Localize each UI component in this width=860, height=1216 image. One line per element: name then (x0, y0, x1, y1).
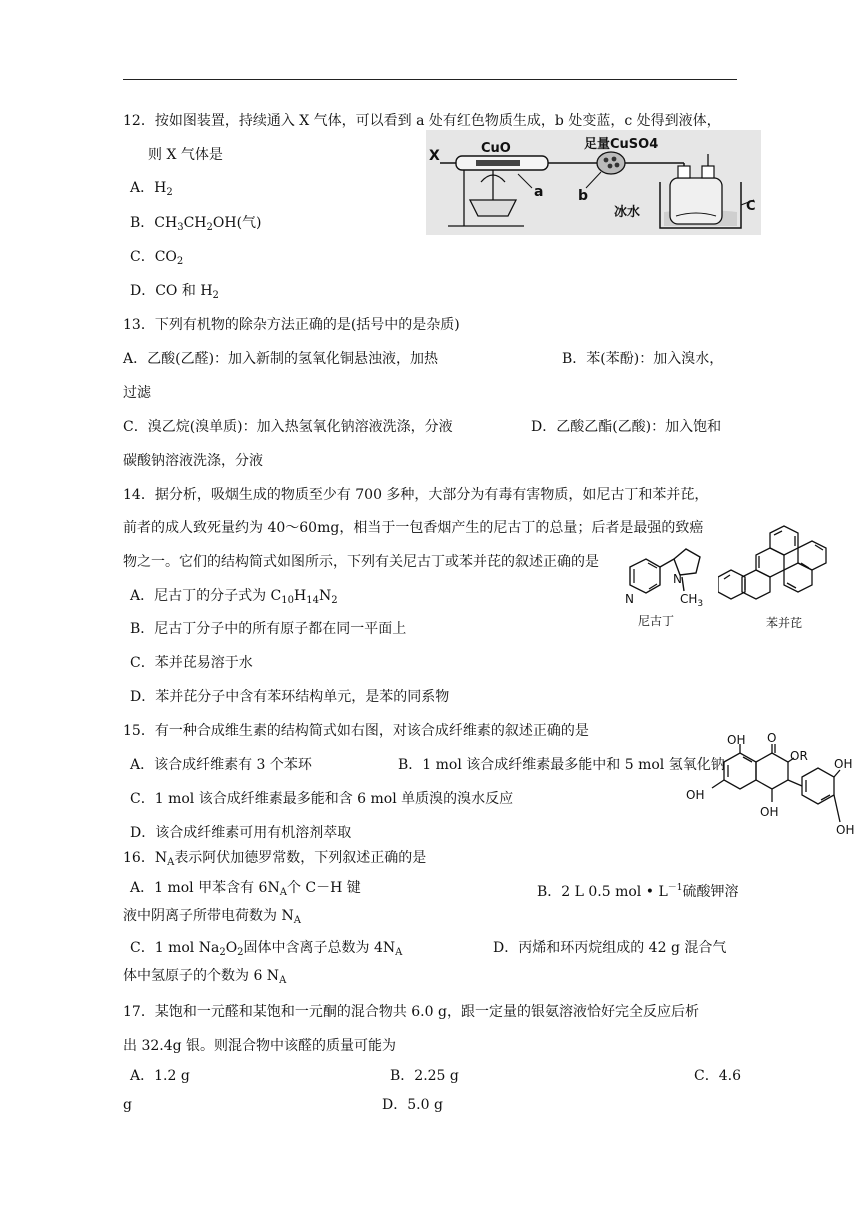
q14-stem-line3: 物之一。它们的结构简式如图所示，下列有关尼古丁或苯并芘的叙述正确的是 (123, 554, 599, 570)
q15-option-c: C．1 mol 该合成纤维素最多能和含 6 mol 单质溴的溴水反应 (130, 791, 514, 807)
q14-stem-line2: 前者的成人致死量约为 40～60mg，相当于一包香烟产生的尼古丁的总量；后者是最强的致癌 (123, 520, 704, 536)
vitamin-oh-right: OH (834, 757, 853, 771)
label-cuo: CuO (481, 141, 511, 156)
q17-option-c: C．4.6 (694, 1068, 741, 1084)
q12-option-a: A．$H_2$ (130, 180, 173, 198)
nicotine-ch3: $CH_3$ (680, 592, 704, 609)
vitamin-or: OR (790, 749, 808, 763)
q12-stem-line1: 12．按如图装置，持续通入 X 气体，可以看到 a 处有红色物质生成，b 处变蓝，c 处得到液体， (123, 113, 721, 129)
q13-option-c: C．溴乙烷(溴单质)：加入热氢氧化钠溶液洗涤，分液 (123, 419, 453, 435)
q13-stem: 13．下列有机物的除杂方法正确的是(括号中的是杂质) (123, 317, 460, 333)
q14-option-c: C．苯并芘易溶于水 (130, 655, 253, 671)
vitamin-oh-para: OH (836, 823, 855, 837)
q14-option-b: B．尼古丁分子中的所有原子都在同一平面上 (130, 621, 407, 637)
q15-option-a: A．该合成纤维素有 3 个苯环 (130, 757, 312, 773)
label-a: a (534, 184, 544, 200)
benzopyrene-structure (718, 523, 843, 637)
q16-option-b-cont: 液中阴离子所带电荷数为 $N_A$ (123, 908, 301, 926)
q12-apparatus-figure (426, 130, 761, 235)
q12-option-d: D．CO 和 $H_2$ (130, 283, 219, 301)
q16-option-a: A．1 mol 甲苯含有 $6N_A$个 C－H 键 (130, 880, 361, 898)
q16-option-d-cont: 体中氢原子的个数为 6 $N_A$ (123, 968, 287, 986)
vitamin-carbonyl-o: O (767, 732, 777, 745)
benzopyrene-label: 苯并芘 (766, 616, 803, 630)
label-cuso4: 足量CuSO4 (584, 137, 659, 152)
q17-option-b: B．2.25 g (390, 1068, 459, 1084)
q16-stem: 16．$N_A$表示阿伏加德罗常数，下列叙述正确的是 (123, 850, 427, 868)
vitamin-oh-bottom: OH (760, 805, 779, 819)
label-c: C (746, 199, 756, 214)
q15-stem: 15．有一种合成维生素的结构简式如右图，对该合成纤维素的叙述正确的是 (123, 723, 589, 739)
label-ice-water: 冰水 (614, 205, 641, 220)
q13-option-b-cont: 过滤 (123, 385, 151, 401)
label-x: X (429, 148, 440, 164)
vitamin-oh-top: OH (727, 733, 746, 747)
q17-stem-line1: 17．某饱和一元醛和某饱和一元酮的混合物共 6.0 g，跟一定量的银氨溶液恰好完全反应后析 (123, 1004, 699, 1020)
nicotine-n-pyrrolidine: N (673, 572, 682, 586)
q15-option-b: B．1 mol 该合成纤维素最多能中和 5 mol 氢氧化钠 (398, 757, 725, 773)
q15-option-d: D．该合成纤维素可用有机溶剂萃取 (130, 825, 352, 841)
header-rule (123, 79, 737, 80)
q12-option-c: C．$CO_2$ (130, 249, 184, 267)
q12-option-b: B．$CH_3CH_2OH$(气) (130, 215, 262, 233)
q17-option-d: D．5.0 g (382, 1097, 443, 1113)
q13-option-d: D．乙酸乙酯(乙酸)：加入饱和 (531, 419, 722, 435)
vitamin-oh-left: OH (686, 788, 705, 802)
q14-stem-line1: 14．据分析，吸烟生成的物质至少有 700 多种，大部分为有毒有害物质，如尼古丁和苯并芘， (123, 487, 709, 503)
q17-stem-line2: 出 32.4g 银。则混合物中该醛的质量可能为 (123, 1038, 397, 1054)
nicotine-n-pyridine: N (625, 592, 634, 606)
q14-option-d: D．苯并芘分子中含有苯环结构单元，是苯的同系物 (130, 689, 450, 705)
q16-option-c: C．1 mol $Na_2O_2$固体中含离子总数为 $4N_A$ (130, 940, 403, 958)
q13-option-d-cont: 碳酸钠溶液洗涤，分液 (123, 453, 263, 469)
q13-option-b: B．苯(苯酚)：加入溴水， (562, 351, 724, 367)
q17-option-a: A．1.2 g (130, 1068, 190, 1084)
nicotine-label: 尼古丁 (638, 614, 675, 628)
q16-option-d: D．丙烯和环丙烷组成的 42 g 混合气 (493, 940, 727, 956)
q17-option-c-cont: g (123, 1097, 132, 1113)
label-b: b (578, 188, 589, 204)
q12-stem-line2: 则 X 气体是 (148, 147, 223, 163)
q13-option-a: A．乙酸(乙醛)：加入新制的氢氧化铜悬浊液，加热 (123, 351, 439, 367)
vitamin-structure (684, 732, 856, 846)
q14-option-a: A．尼古丁的分子式为 $C_{10}H_{14}N_2$ (130, 588, 338, 606)
q16-option-b: B．2 L 0.5 mol • $L^{-1}$硫酸钾溶 (537, 883, 739, 900)
nicotine-structure (610, 545, 710, 639)
